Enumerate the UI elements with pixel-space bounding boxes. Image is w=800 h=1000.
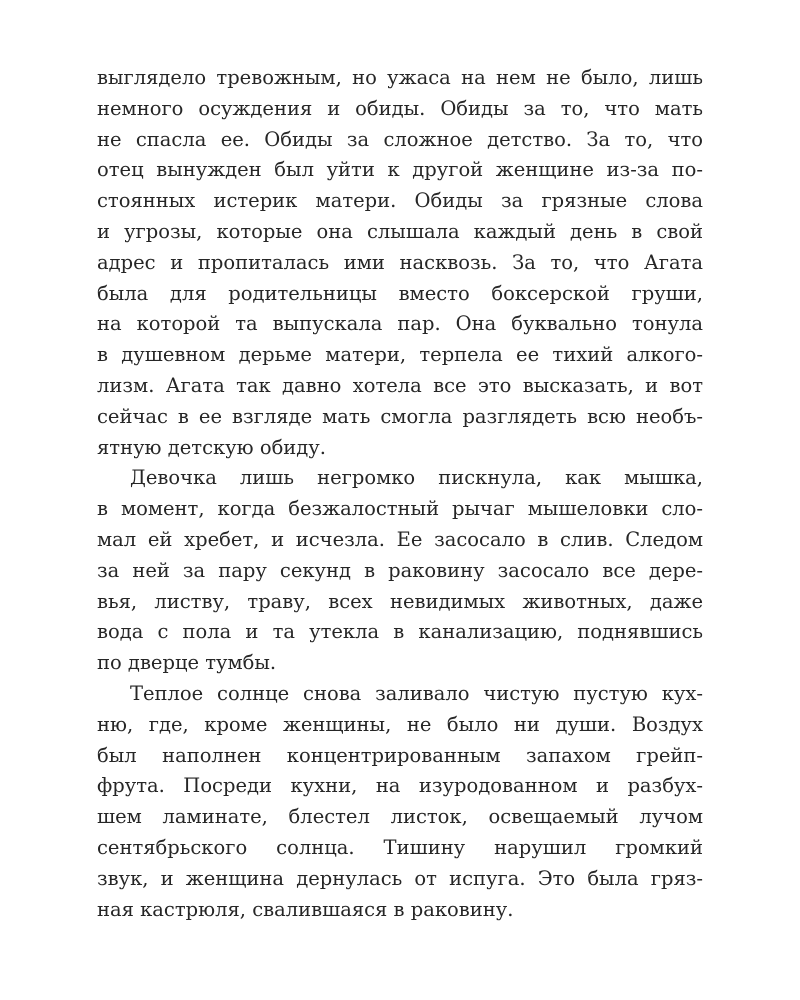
text-line: была для родительницы вместо боксерской груши, bbox=[97, 281, 703, 305]
text-line: лизм. Агата так давно хотела все это высказать, и вот bbox=[97, 373, 703, 397]
text-line: был наполнен концентрированным запахом грейп- bbox=[97, 743, 703, 767]
text-line: Теплое солнце снова заливало чистую пустую кух- bbox=[130, 681, 703, 705]
text-line: сейчас в ее взгляде мать смогла разглядеть всю необъ- bbox=[97, 404, 703, 428]
text-line: адрес и пропиталась ими насквозь. За то, что Агата bbox=[97, 250, 703, 274]
text-line: мал ей хребет, и исчезла. Ее засосало в слив. Следом bbox=[97, 527, 703, 551]
text-line: сентябрьского солнца. Тишину нарушил громкий bbox=[97, 835, 703, 859]
text-body bbox=[97, 63, 703, 925]
text-line: звук, и женщина дернулась от испуга. Это была гряз- bbox=[97, 866, 703, 890]
paragraph-3 bbox=[97, 679, 703, 925]
text-line: выглядело тревожным, но ужаса на нем не было, лишь bbox=[97, 66, 703, 89]
text-line: вода с пола и та утекла в канализацию, поднявшись bbox=[97, 620, 703, 644]
text-line: ню, где, кроме женщины, не было ни души. Воздух bbox=[97, 712, 703, 736]
text-line: стоянных истерик матери. Обиды за грязные слова bbox=[97, 189, 703, 213]
text-line: в душевном дерьме матери, терпела ее тихий алкого- bbox=[97, 343, 703, 367]
text-line: Девочка лишь негромко пискнула, как мышка, bbox=[130, 466, 703, 490]
text-line: вья, листву, траву, всех невидимых животных, даже bbox=[97, 589, 703, 613]
text-line: фрута. Посреди кухни, на изуродованном и разбух- bbox=[97, 774, 703, 798]
text-line: по дверце тумбы. bbox=[97, 651, 277, 675]
text-line: в момент, когда безжалостный рычаг мышеловки сло- bbox=[97, 497, 703, 521]
text-line: не спасла ее. Обиды за сложное детство. За то, что bbox=[97, 127, 703, 151]
text-line: на которой та выпускала пар. Она буквально тонула bbox=[97, 312, 703, 336]
text-line: немного осуждения и обиды. Обиды за то, что мать bbox=[97, 96, 703, 120]
text-line: и угрозы, которые она слышала каждый день в свой bbox=[97, 219, 703, 243]
text-line: ная кастрюля, свалившаяся в раковину. bbox=[97, 897, 514, 921]
text-line: за ней за пару секунд в раковину засосало все дере- bbox=[97, 558, 703, 582]
paragraph-1 bbox=[97, 63, 703, 463]
text-line: отец вынужден был уйти к другой женщине из-за по- bbox=[97, 158, 703, 182]
text-line: ятную детскую обиду. bbox=[97, 435, 326, 459]
paragraph-2 bbox=[97, 463, 703, 679]
text-line: шем ламинате, блестел листок, освещаемый лучом bbox=[97, 805, 703, 829]
